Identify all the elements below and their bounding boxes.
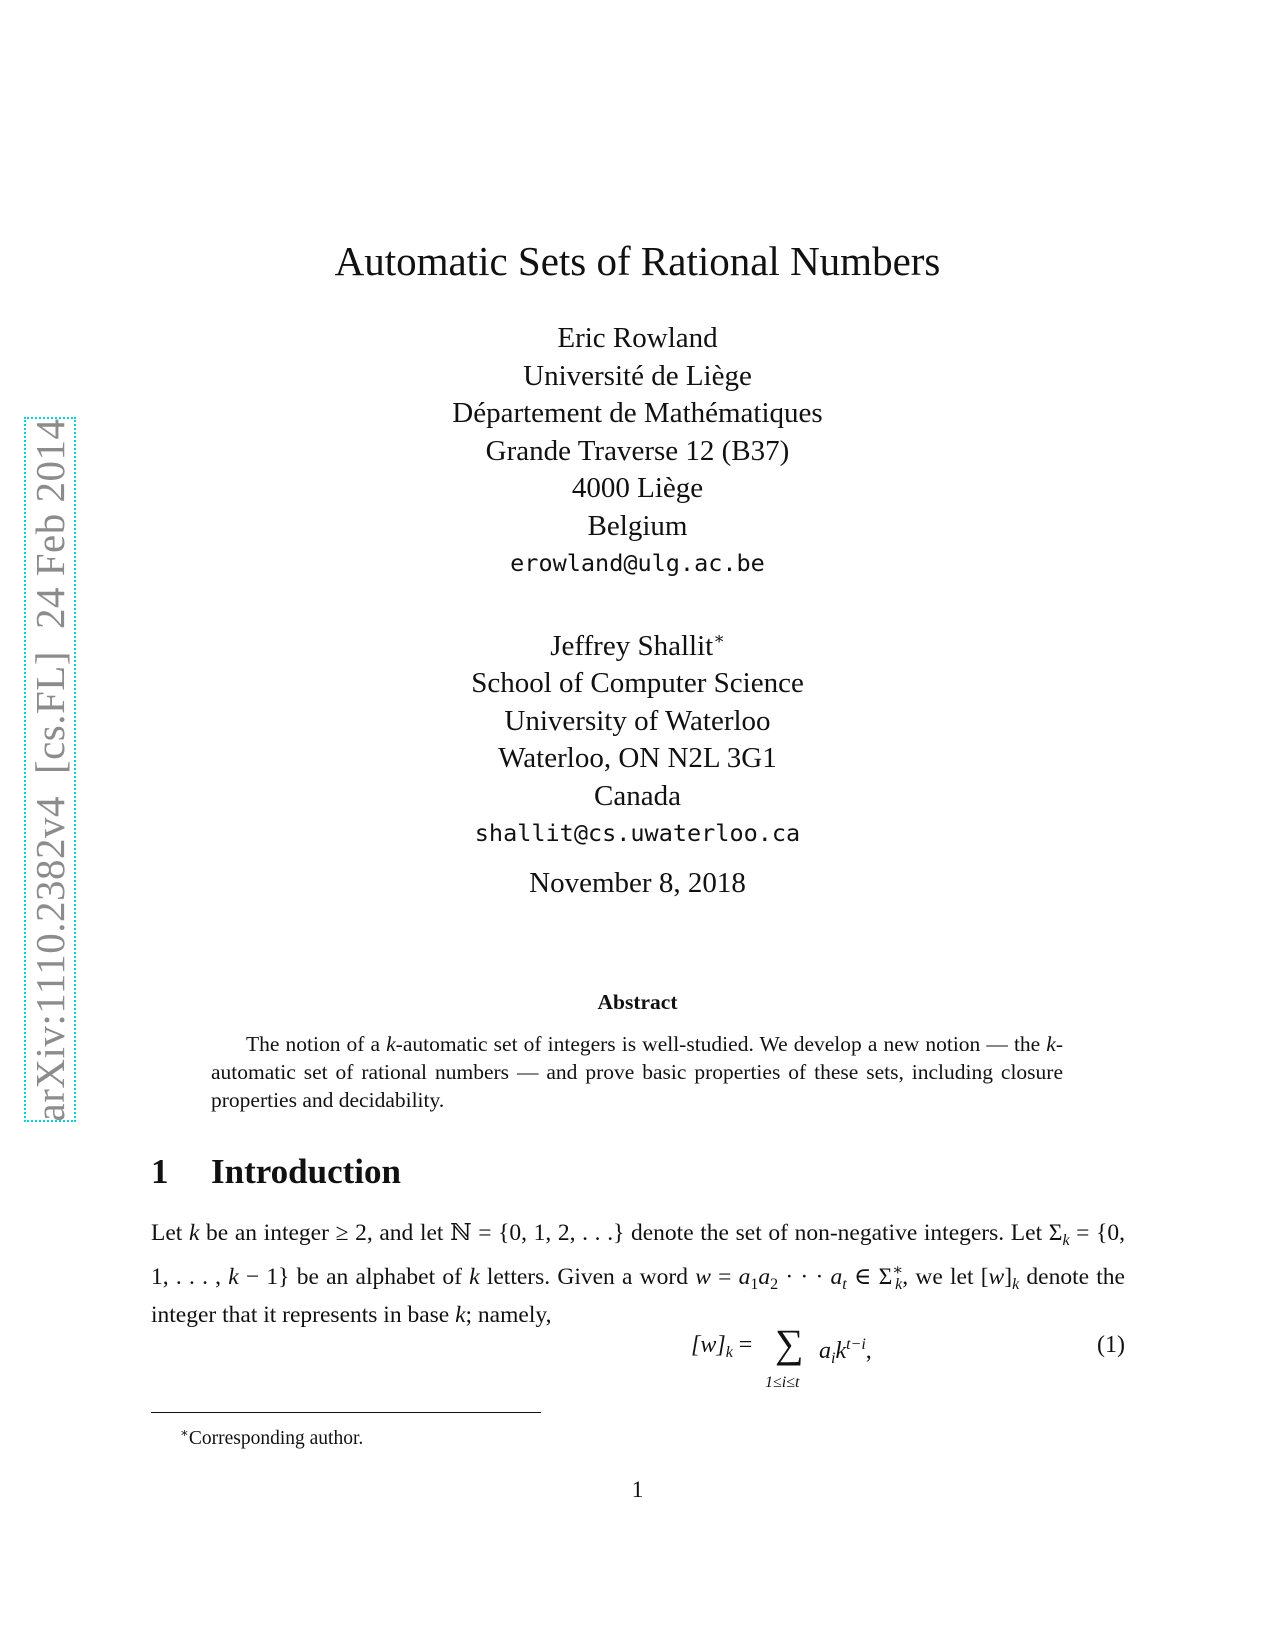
author-name: Eric Rowland	[557, 322, 718, 354]
summation-limits: 1≤i≤t	[765, 1374, 800, 1391]
author-email[interactable]: shallit@cs.uwaterloo.ca	[474, 819, 801, 847]
arxiv-date: 24 Feb 2014	[27, 417, 73, 629]
equation-rhs: $a_ik^{t-i}$,	[819, 1336, 872, 1367]
arxiv-category: [cs.FL]	[27, 650, 73, 774]
author-block-1	[0, 320, 1275, 583]
author-name: Jeffrey Shallit∗	[550, 628, 725, 662]
footnote-rule	[151, 1412, 541, 1413]
intro-paragraph: Let k be an integer ≥ 2, and let ℕ = {0, 1, 2, . . .} denote the set of non-negative integers. Let $\Sigma_k = \{0$, 1, . . . , k − 1} be an alphabet of k letters. Given a word $w = a_1a_2$ · · · $a_t$ ∈ $\Sigma^∗_k$, we let $[w]_k$ denote the integer that it represents in base k; namely,	[151, 1220, 1125, 1328]
affiliation-line: Waterloo, ON N2L 3G1	[498, 742, 777, 774]
equation-number[interactable]: (1)	[1097, 1332, 1125, 1358]
footnote-marker[interactable]: ∗	[713, 628, 725, 648]
affiliation-line: University of Waterloo	[504, 704, 771, 737]
equation-1	[151, 1321, 1125, 1410]
section-heading	[151, 1150, 401, 1194]
abstract-heading: Abstract	[597, 990, 678, 1014]
author-list	[0, 320, 1275, 902]
affiliation-line: Grande Traverse 12 (B37)	[485, 434, 790, 467]
affiliation-line: Université de Liège	[523, 359, 752, 392]
equation-lhs: $[w]_k$ =	[691, 1332, 753, 1361]
section-number: 1	[151, 1152, 169, 1191]
paper-title: Automatic Sets of Rational Numbers	[334, 238, 941, 284]
page-number: 1	[631, 1477, 644, 1503]
arxiv-id: arXiv:1110.2382v4	[27, 795, 73, 1122]
footnote: ∗Corresponding author.	[180, 1425, 364, 1449]
author-block-2	[0, 620, 1275, 853]
abstract-text: The notion of a k-automatic set of integers is well-studied. We develop a new notion — the k-automatic set of rational numbers — and prove basic properties of these sets, including closure properties and decidability.	[211, 1032, 1063, 1112]
section-title: Introduction	[211, 1152, 401, 1191]
paper-date: November 8, 2018	[529, 866, 746, 899]
affiliation-line: 4000 Liège	[571, 472, 704, 504]
affiliation-line: Canada	[594, 779, 681, 812]
affiliation-line: Département de Mathématiques	[452, 397, 823, 429]
affiliation-line: Belgium	[587, 509, 688, 542]
affiliation-line: School of Computer Science	[471, 667, 804, 699]
summation-symbol: ∑	[775, 1321, 804, 1366]
author-email[interactable]: erowland@ulg.ac.be	[510, 549, 765, 577]
